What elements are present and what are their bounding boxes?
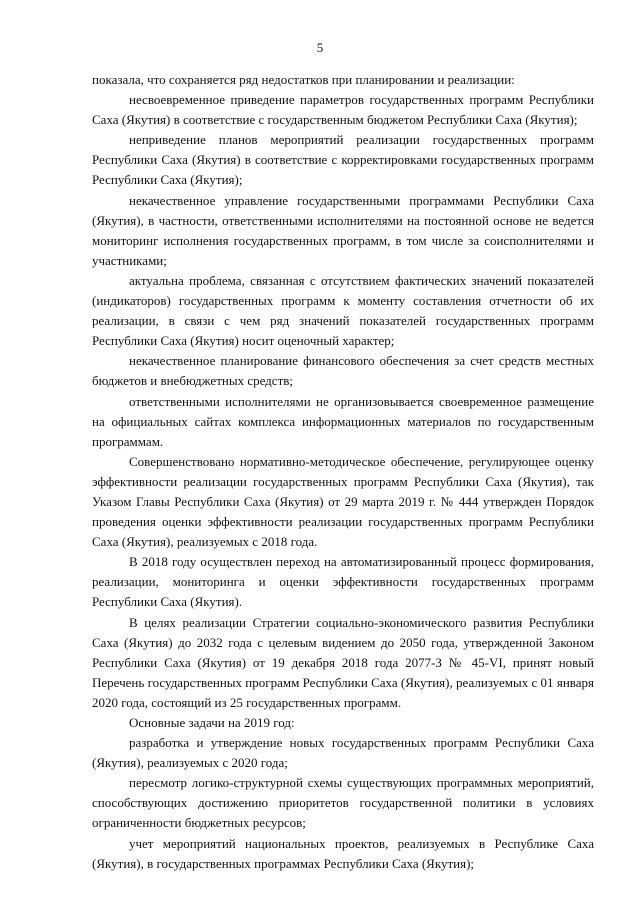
- paragraph-methodology: Совершенствовано нормативно-методическое обеспечение, регулирующее оценку эффективности реализации государственных программ Республики Саха (Якутия), так Указом Главы Республики Саха (Якутия) от 29 марта 2019 г. № 444 утвержден Порядок проведения оценки эффективности реализации государственных программ Республики Саха (Якутия), реализуемых с 2018 года.: [92, 453, 594, 550]
- list-item-plan-alignment: неприведение планов мероприятий реализации государственных программ Республики Саха (Якутия) в соответствие с корректировками государственных программ Республики Саха (Якутия);: [92, 132, 594, 188]
- list-item-indicator-values: актуальна проблема, связанная с отсутствием фактических значений показателей (индикаторов) государственных программ к моменту составления отчетности об их реализации, в связи с чем ряд значений показателей государственных программ Республики Саха (Якутия) носит оценочный характер;: [92, 272, 594, 349]
- list-item-new-programs: разработка и утверждение новых государственных программ Республики Саха (Якутия), реализуемых с 2020 года;: [92, 735, 594, 771]
- list-item-budget-alignment: несвоевременное приведение параметров государственных программ Республики Саха (Якутия) в соответствие с государственным бюджетом Республики Саха (Якутия);: [92, 92, 594, 128]
- list-item-program-management: некачественное управление государственными программами Республики Саха (Якутия), в частности, ответственными исполнителями на постоянной основе не ведется мониторинг исполнения государственных программ, в том числе за соисполнителями и участниками;: [92, 192, 594, 268]
- paragraph-automation: В 2018 году осуществлен переход на автоматизированный процесс формирования, реализации, мониторинга и оценки эффективности государственных программ Республики Саха (Якутия).: [92, 554, 594, 610]
- list-item-financial-planning: некачественное планирование финансового обеспечения за счет средств местных бюджетов и внебюджетных средств;: [92, 353, 594, 389]
- list-item-national-projects: учет мероприятий национальных проектов, реализуемых в Республике Саха (Якутия), в государственных программах Республики Саха (Якутия);: [92, 835, 594, 871]
- paragraph-tasks-heading: Основные задачи на 2019 год:: [129, 715, 295, 730]
- list-item-logic-review: пересмотр логико-структурной схемы существующих программных мероприятий, способствующих достижению приоритетов государственной политики в условиях ограниченности бюджетных ресурсов;: [92, 775, 594, 831]
- paragraph-strategy: В целях реализации Стратегии социально-экономического развития Республики Саха (Якутия) до 2032 года с целевым видением до 2050 года, утвержденной Законом Республики Саха (Якутия) от 19 декабря 2018 года 2077-З № 45-VI, принят новый Перечень государственных программ Республики Саха (Якутия), реализуемых с 01 января 2020 года, состоящий из 25 государственных программ.: [92, 614, 594, 710]
- list-item-website-publication: ответственными исполнителями не организовывается своевременное размещение на официальных сайтах комплекса информационных материалов по государственным программам.: [92, 393, 594, 449]
- document-body: [92, 70, 594, 874]
- page-number: 5: [316, 40, 324, 55]
- paragraph-continuation: показала, что сохраняется ряд недостатков при планировании и реализации:: [92, 72, 515, 87]
